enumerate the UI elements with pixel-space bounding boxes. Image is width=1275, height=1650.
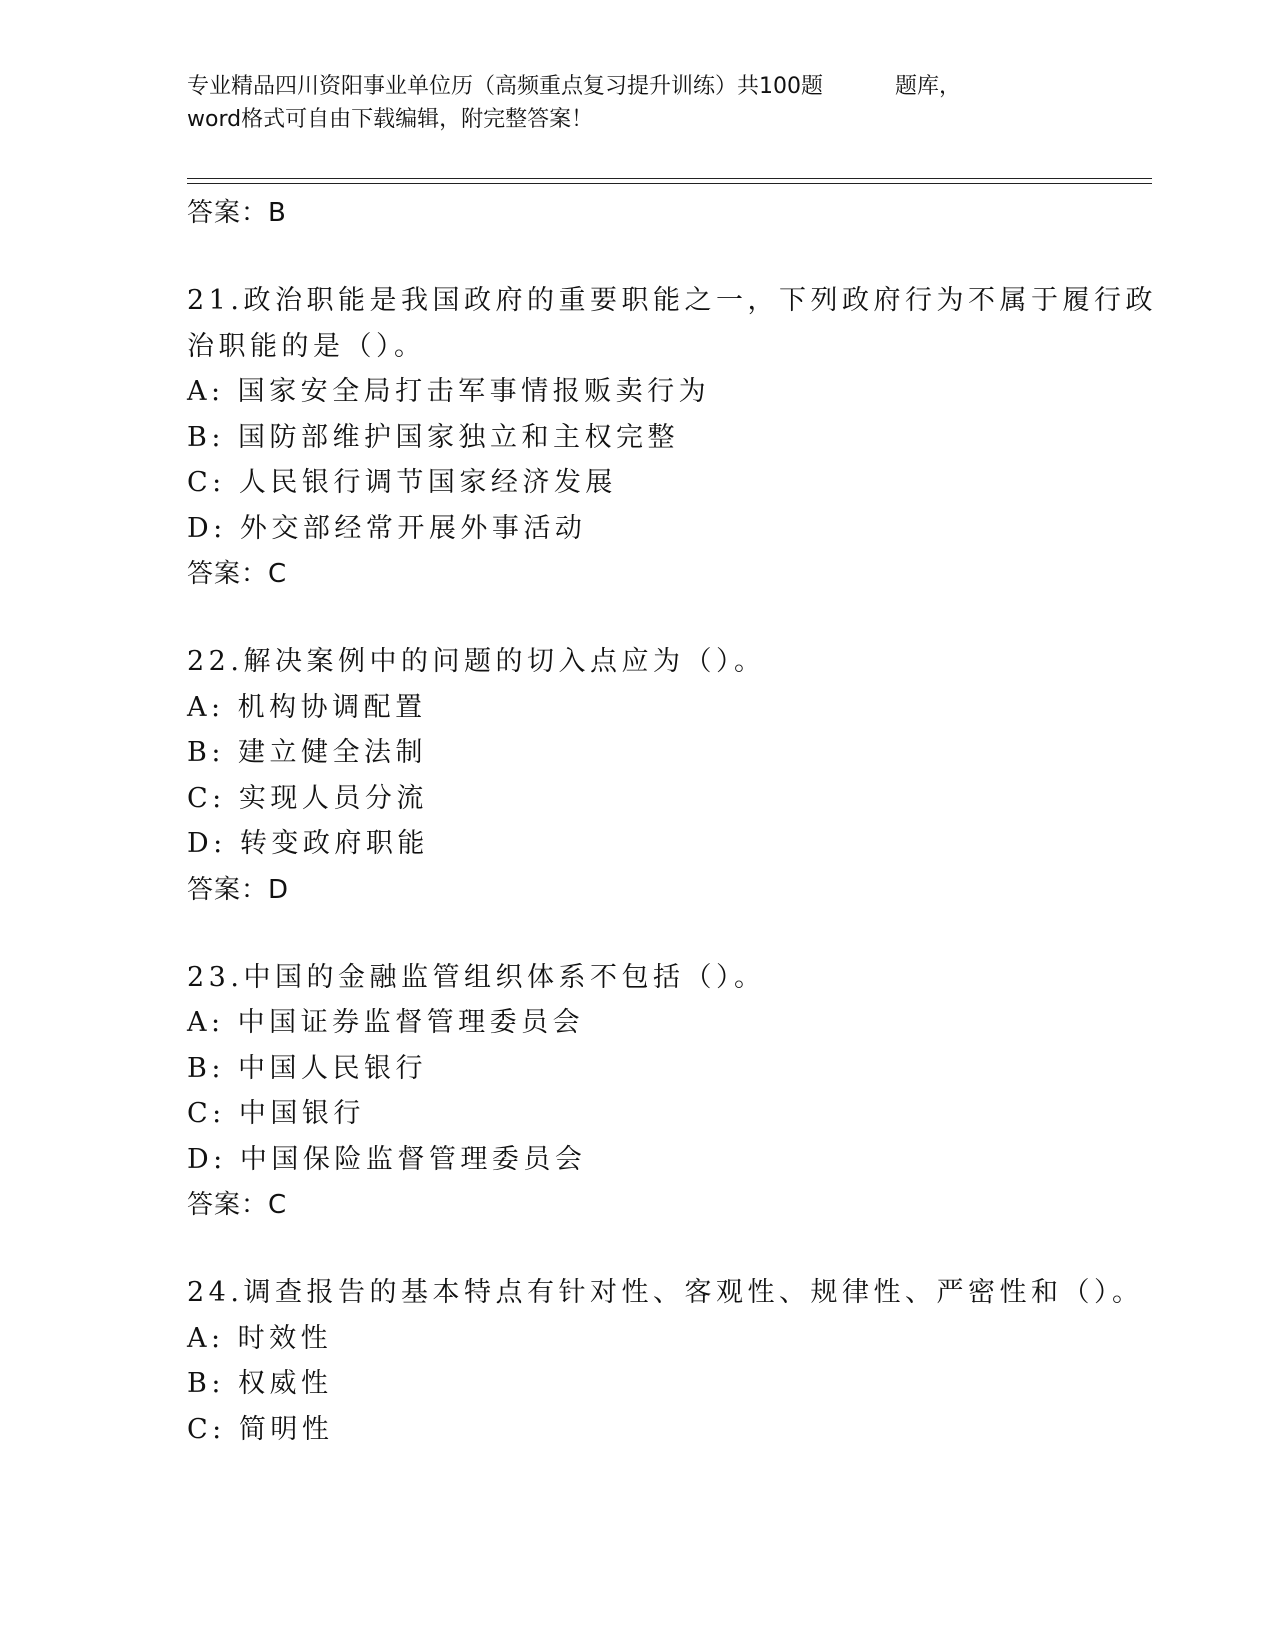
option-a: A: 中国证券监督管理委员会 [187, 1007, 585, 1038]
option-c: C: 中国银行 [187, 1098, 365, 1129]
header-line-2: word格式可自由下载编辑，附完整答案！ [187, 107, 594, 132]
question-stem [187, 639, 1147, 685]
option-d: D: 外交部经常开展外事活动 [187, 512, 587, 544]
question-stem [187, 1270, 1147, 1316]
header-divider-top [187, 178, 1152, 179]
answer-line: 答案：C [187, 1190, 288, 1220]
question-stem-line: 治职能的是（）。 [187, 330, 426, 362]
question-21 [187, 278, 1157, 597]
question-stem-line: 24.调查报告的基本特点有针对性、客观性、规律性、严密性和（）。 [187, 1277, 1144, 1308]
header-divider-bottom [187, 183, 1152, 184]
option-a: A: 机构协调配置 [187, 691, 427, 723]
answer-line: 答案：D [187, 874, 290, 905]
header-title-tail: 题库， [895, 74, 962, 99]
option-c: C: 简明性 [187, 1413, 334, 1445]
option-a: A: 国家安全局打击军事情报贩卖行为 [187, 376, 711, 407]
option-c: C: 人民银行调节国家经济发展 [187, 467, 617, 498]
question-24 [187, 1270, 1147, 1452]
answer-line: 答案：C [187, 559, 288, 589]
question-22 [187, 639, 1147, 913]
option-d: D: 转变政府职能 [187, 828, 429, 859]
option-b: B: 建立健全法制 [187, 737, 428, 768]
question-stem-line: 22.解决案例中的问题的切入点应为（）。 [187, 646, 766, 677]
header-title: 专业精品四川资阳事业单位历（高频重点复习提升训练）共100题 [187, 74, 823, 99]
page-header [187, 70, 1067, 136]
option-b: B: 国防部维护国家独立和主权完整 [187, 421, 680, 453]
question-stem [187, 955, 1147, 1001]
question-stem-line: 21.政治职能是我国政府的重要职能之一，下列政府行为不属于履行政 [187, 285, 1157, 316]
header-line-1 [187, 70, 1067, 103]
question-list [187, 190, 1157, 1452]
option-b: B: 权威性 [187, 1368, 333, 1399]
option-a: A: 时效性 [187, 1322, 333, 1354]
option-b: B: 中国人民银行 [187, 1052, 428, 1084]
option-c: C: 实现人员分流 [187, 782, 428, 814]
previous-answer: 答案：B [187, 198, 287, 228]
question-23 [187, 955, 1147, 1229]
question-stem-line: 23.中国的金融监管组织体系不包括（）。 [187, 961, 766, 993]
question-stem [187, 278, 1157, 369]
option-d: D: 中国保险监督管理委员会 [187, 1143, 587, 1175]
